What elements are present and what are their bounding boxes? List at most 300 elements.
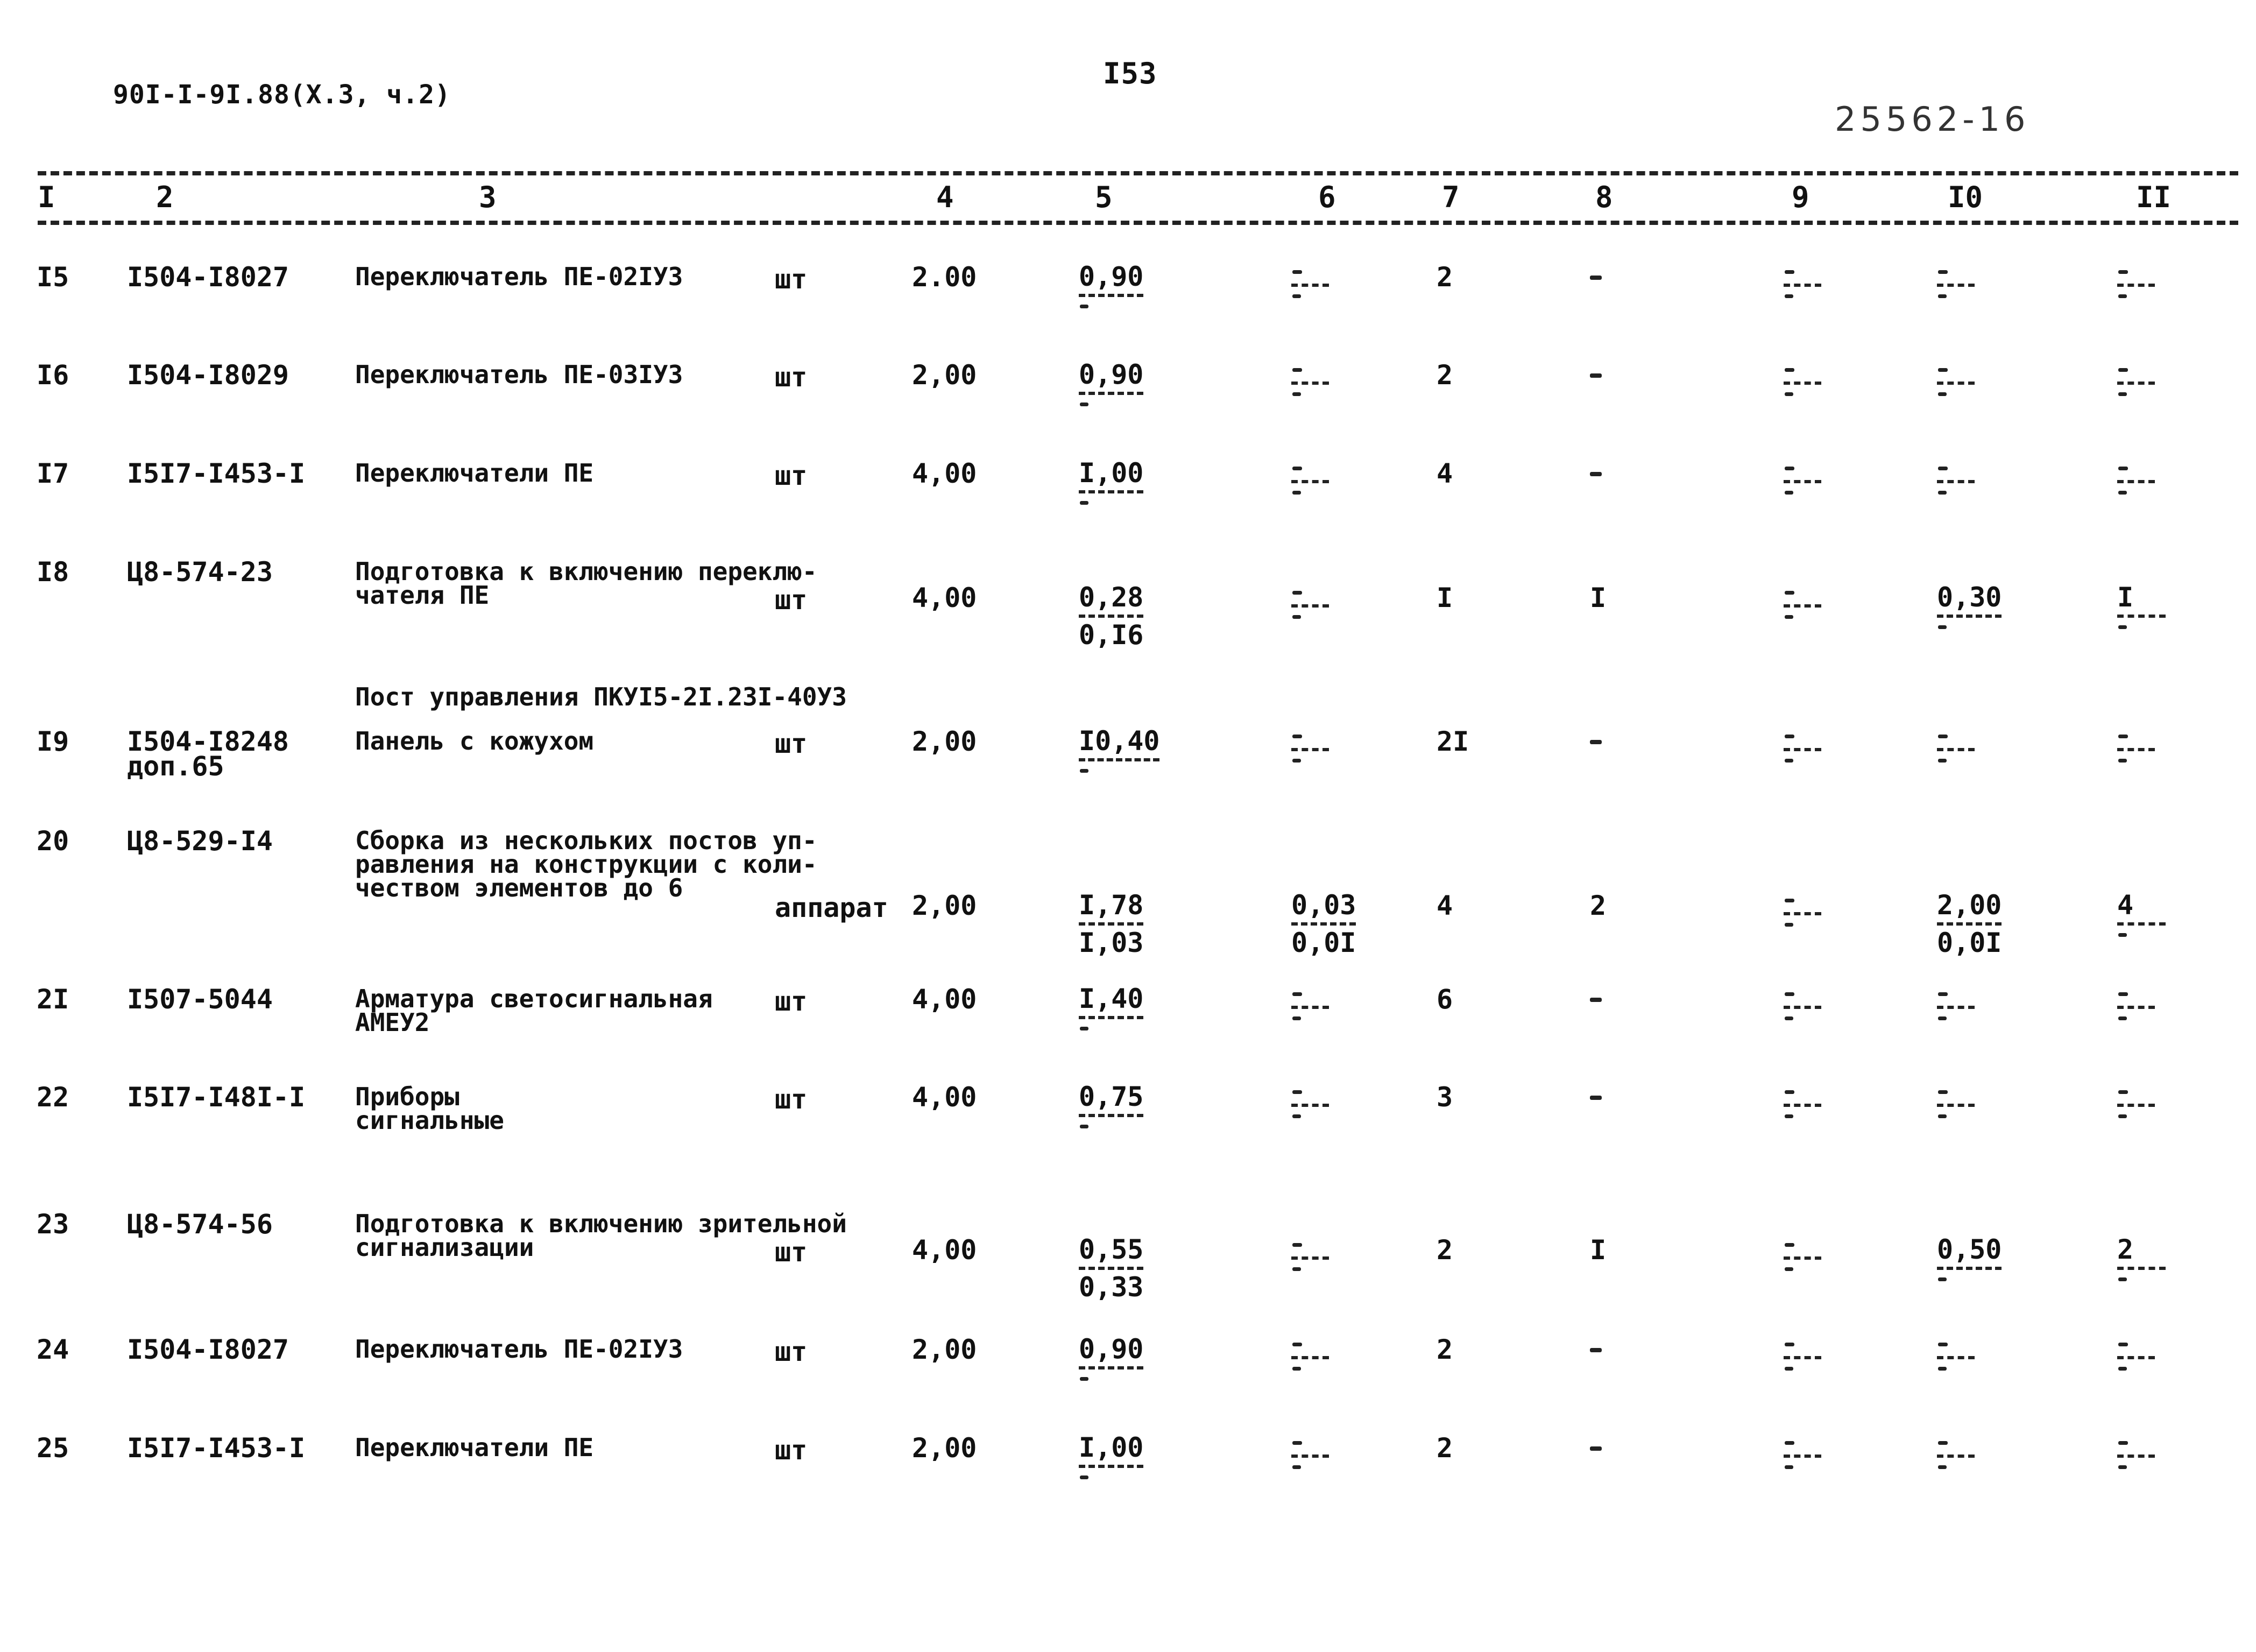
item-code: I504-I8027 <box>127 262 289 293</box>
col6-value-bar <box>1291 922 1356 926</box>
item-name: Арматура светосигнальная АМЕУ2 <box>355 984 713 1037</box>
col5-value-bar <box>1079 758 1159 761</box>
col10-value-top <box>1938 735 1948 738</box>
col9-value-bottom <box>1785 923 1793 927</box>
section-title: Пост управления ПКУI5-2I.23I-40У3 <box>355 682 847 711</box>
col11-value-bar <box>2117 1006 2155 1009</box>
col11-value-top <box>2118 992 2128 996</box>
col9-value <box>1784 1236 1821 1271</box>
col6-value-bottom <box>1292 759 1301 763</box>
col6-value-bar <box>1291 1006 1329 1009</box>
col9-value-top <box>1785 1090 1794 1094</box>
column-number: 6 <box>1318 180 1336 214</box>
col8-value <box>1590 472 1602 476</box>
col5-value-bottom: 0,I6 <box>1079 619 1144 651</box>
col11-value-bar <box>2117 480 2155 483</box>
col11-value <box>2117 583 2166 629</box>
col6-value-top <box>1292 270 1302 274</box>
col10-value <box>1937 1335 1975 1371</box>
col6-value <box>1291 263 1329 298</box>
col5-value-bottom <box>1080 769 1088 773</box>
col10-value-bar <box>1937 748 1975 751</box>
page-number: I53 <box>1103 57 1157 90</box>
col7-value: I <box>1437 582 1453 613</box>
col5-value <box>1079 1083 1143 1128</box>
col9-value <box>1784 891 1821 927</box>
col6-value-bottom <box>1292 615 1301 619</box>
col11-value-bottom <box>2118 1114 2127 1118</box>
col5-value <box>1079 1335 1143 1381</box>
col5-value-bottom: 0,33 <box>1079 1272 1144 1303</box>
col6-value-bottom: 0,0I <box>1291 927 1356 958</box>
col11-value-top <box>2118 1441 2128 1445</box>
col11-value <box>2117 891 2166 937</box>
col10-value-top: 0,50 <box>1937 1234 2002 1265</box>
col7-value: 3 <box>1437 1082 1453 1113</box>
col8-value: I <box>1590 582 1607 613</box>
col9-value-bar <box>1784 1256 1821 1260</box>
col9-value <box>1784 1434 1821 1469</box>
col5-value-bar <box>1079 1267 1143 1270</box>
col11-value-bottom <box>2118 1367 2127 1371</box>
col5-value-bar <box>1079 922 1143 926</box>
quantity: 4,00 <box>912 582 977 613</box>
col7-value: 4 <box>1437 458 1453 489</box>
col11-value-top <box>2118 1343 2128 1346</box>
col9-value-bottom <box>1785 491 1793 495</box>
col11-value <box>2117 263 2155 298</box>
col6-value-top <box>1292 1090 1302 1094</box>
item-code: I507-5044 <box>127 984 273 1015</box>
col8-value <box>1590 998 1602 1002</box>
col5-value-top: 0,90 <box>1079 1333 1144 1365</box>
col6-value-top <box>1292 467 1302 470</box>
col11-value-bottom <box>2118 1016 2127 1020</box>
col8-value <box>1590 1096 1602 1100</box>
item-code: Ц8-574-56 <box>127 1209 273 1240</box>
col8-value: I <box>1590 1234 1607 1266</box>
col9-value-bar <box>1784 1455 1821 1458</box>
quantity: 4,00 <box>912 1234 977 1266</box>
column-number: 7 <box>1442 180 1460 214</box>
col8-value <box>1590 1348 1602 1352</box>
col6-value-top: 0,03 <box>1291 889 1356 921</box>
col9-value-bar <box>1784 1006 1821 1009</box>
col11-value-top <box>2118 368 2128 372</box>
col9-value-bar <box>1784 748 1821 751</box>
col9-value-bar <box>1784 284 1821 287</box>
col9-value <box>1784 361 1821 396</box>
col9-value-top <box>1785 467 1794 470</box>
col5-value-bar <box>1079 1366 1143 1369</box>
unit: шт <box>775 264 808 295</box>
col6-value-top <box>1292 992 1302 996</box>
col5-value <box>1079 891 1143 957</box>
col11-value-top <box>2118 1090 2128 1094</box>
row-number: I5 <box>37 262 69 293</box>
item-name: Переключатель ПЕ-02IУ3 <box>355 262 683 291</box>
col11-value <box>2117 361 2155 396</box>
col7-value: 2 <box>1437 262 1453 293</box>
col6-value-top <box>1292 591 1302 595</box>
col6-value-top <box>1292 1343 1302 1346</box>
col8-value <box>1590 1446 1602 1451</box>
col9-value <box>1784 985 1821 1020</box>
col10-value-bar <box>1937 1356 1975 1359</box>
col8-value <box>1590 276 1602 280</box>
col9-value-bottom <box>1785 1016 1793 1020</box>
col11-value <box>2117 459 2155 495</box>
col10-value-top <box>1938 368 1948 372</box>
col5-value-top: I0,40 <box>1079 725 1160 757</box>
col10-value-bar <box>1937 615 2002 618</box>
col11-value <box>2117 1434 2155 1469</box>
col5-value <box>1079 1434 1143 1479</box>
col5-value-bottom: I,03 <box>1079 927 1144 958</box>
col5-value <box>1079 727 1160 773</box>
col10-value-bar <box>1937 1267 2002 1270</box>
item-name: Переключатель ПЕ-03IУ3 <box>355 360 683 389</box>
col10-value <box>1937 727 1975 763</box>
quantity: 4,00 <box>912 984 977 1015</box>
col5-value-bar <box>1079 1114 1143 1117</box>
col10-value-bottom <box>1938 1465 1947 1469</box>
col5-value-top: 0,75 <box>1079 1081 1144 1112</box>
col10-value <box>1937 1236 2002 1281</box>
column-number: 2 <box>156 180 174 214</box>
col9-value-top <box>1785 270 1794 274</box>
col11-value-top <box>2118 270 2128 274</box>
col9-value-top <box>1785 735 1794 738</box>
col6-value <box>1291 583 1329 619</box>
item-name: Подготовка к включению переклю- чателя ПЕ <box>355 557 817 610</box>
row-number: I9 <box>37 726 69 757</box>
col11-value-bar <box>2117 382 2155 385</box>
col9-value-bottom <box>1785 1465 1793 1469</box>
col10-value-top: 0,30 <box>1937 582 2002 613</box>
unit: шт <box>775 728 808 759</box>
row-number: I7 <box>37 458 69 489</box>
col5-value-top: 0,55 <box>1079 1234 1144 1265</box>
header-bottom-rule <box>38 221 2238 225</box>
col11-value-bottom <box>2118 392 2127 396</box>
col10-value-top <box>1938 1090 1948 1094</box>
col6-value-bar <box>1291 604 1329 608</box>
col8-value: 2 <box>1590 890 1607 921</box>
col10-value-bar <box>1937 284 1975 287</box>
col10-value <box>1937 583 2002 629</box>
col6-value-bottom <box>1292 392 1301 396</box>
col5-value-top: I,00 <box>1079 457 1144 489</box>
col10-value <box>1937 459 1975 495</box>
col10-value-bottom <box>1938 1016 1947 1020</box>
col6-value <box>1291 1434 1329 1469</box>
quantity: 2.00 <box>912 262 977 293</box>
col5-value-bar <box>1079 392 1143 395</box>
col6-value-bottom <box>1292 1465 1301 1469</box>
col11-value-bar <box>2117 1455 2155 1458</box>
row-number: 23 <box>37 1209 69 1240</box>
col10-value <box>1937 361 1975 396</box>
col6-value-bottom <box>1292 1267 1301 1271</box>
col11-value-top: I <box>2117 582 2134 613</box>
item-name: Панель с кожухом <box>355 726 594 756</box>
col11-value <box>2117 727 2155 763</box>
col5-value-bar <box>1079 615 1143 618</box>
item-code: Ц8-529-I4 <box>127 825 273 857</box>
item-code: I5I7-I453-I <box>127 1432 306 1464</box>
col5-value-bottom <box>1080 1125 1088 1128</box>
item-name: Переключатели ПЕ <box>355 1433 594 1462</box>
col10-value-bottom <box>1938 1114 1947 1118</box>
col11-value-top: 4 <box>2117 889 2134 921</box>
col9-value-top <box>1785 368 1794 372</box>
col9-value-bar <box>1784 912 1821 915</box>
quantity: 4,00 <box>912 458 977 489</box>
item-code: I504-I8029 <box>127 359 289 391</box>
col6-value-bar <box>1291 1455 1329 1458</box>
col9-value-top <box>1785 1243 1794 1247</box>
col10-value-top <box>1938 1343 1948 1346</box>
item-code: I504-I8027 <box>127 1334 289 1365</box>
item-name: Переключатель ПЕ-02IУ3 <box>355 1335 683 1364</box>
col11-value-bar <box>2117 1104 2155 1107</box>
col5-value <box>1079 583 1143 649</box>
unit: шт <box>775 460 808 491</box>
quantity: 2,00 <box>912 1334 977 1365</box>
quantity: 2,00 <box>912 359 977 391</box>
col11-value-bar <box>2117 284 2155 287</box>
col9-value-bottom <box>1785 392 1793 396</box>
col5-value <box>1079 263 1143 308</box>
col5-value-bottom <box>1080 501 1088 505</box>
col9-value-bottom <box>1785 759 1793 763</box>
col6-value <box>1291 1335 1329 1371</box>
row-number: I6 <box>37 359 69 391</box>
col5-value-bar <box>1079 490 1143 493</box>
col5-value-bottom <box>1080 305 1088 308</box>
col6-value-bottom <box>1292 491 1301 495</box>
col5-value-top: I,40 <box>1079 983 1144 1014</box>
quantity: 2,00 <box>912 890 977 921</box>
col11-value-bottom <box>2118 933 2127 937</box>
col7-value: 2 <box>1437 359 1453 391</box>
col6-value-bottom <box>1292 1016 1301 1020</box>
col11-value-bottom <box>2118 759 2127 763</box>
col10-value-bottom <box>1938 625 1947 629</box>
col6-value-bar <box>1291 382 1329 385</box>
col6-value-top <box>1292 1243 1302 1247</box>
col10-value-bottom <box>1938 1277 1947 1281</box>
col9-value <box>1784 727 1821 763</box>
col6-value-top <box>1292 735 1302 738</box>
col6-value <box>1291 985 1329 1020</box>
unit: шт <box>775 1336 808 1367</box>
column-number: II <box>2136 180 2172 214</box>
col9-value-top <box>1785 1441 1794 1445</box>
quantity: 2,00 <box>912 726 977 757</box>
col10-value <box>1937 891 2002 957</box>
col9-value-top <box>1785 1343 1794 1346</box>
col10-value <box>1937 1083 1975 1118</box>
column-number: I0 <box>1948 180 1983 214</box>
col9-value <box>1784 583 1821 619</box>
unit: шт <box>775 1237 808 1268</box>
unit: шт <box>775 362 808 393</box>
column-number: 4 <box>936 180 954 214</box>
row-number: 25 <box>37 1432 69 1464</box>
col5-value <box>1079 1236 1143 1301</box>
col5-value-bottom <box>1080 1377 1088 1381</box>
quantity: 4,00 <box>912 1082 977 1113</box>
col6-value-bar <box>1291 748 1329 751</box>
col11-value-bar <box>2117 748 2155 751</box>
col11-value-bottom <box>2118 491 2127 495</box>
col9-value-top <box>1785 591 1794 595</box>
col6-value-bottom <box>1292 1114 1301 1118</box>
col5-value-bottom <box>1080 403 1088 406</box>
col10-value-bar <box>1937 922 2002 926</box>
col9-value <box>1784 1335 1821 1371</box>
col9-value-top <box>1785 992 1794 996</box>
col10-value-top <box>1938 467 1948 470</box>
col9-value <box>1784 459 1821 495</box>
col8-value <box>1590 373 1602 378</box>
item-code: Ц8-574-23 <box>127 556 273 588</box>
col6-value-bottom <box>1292 294 1301 298</box>
col7-value: 2I <box>1437 726 1469 757</box>
col9-value-bottom <box>1785 615 1793 619</box>
item-name: Подготовка к включению зрительной сигнализации <box>355 1209 847 1262</box>
col11-value-bottom <box>2118 1277 2127 1281</box>
col11-value-top <box>2118 735 2128 738</box>
col9-value <box>1784 1083 1821 1118</box>
col11-value <box>2117 985 2155 1020</box>
col11-value <box>2117 1236 2166 1281</box>
col10-value-bar <box>1937 1006 1975 1009</box>
item-name: Приборы сигнальные <box>355 1082 504 1135</box>
col11-value-top: 2 <box>2117 1234 2134 1265</box>
col11-value-bottom <box>2118 1465 2127 1469</box>
column-number: I <box>38 180 55 214</box>
column-number: 8 <box>1595 180 1613 214</box>
col6-value-top <box>1292 368 1302 372</box>
col9-value-bottom <box>1785 1114 1793 1118</box>
col6-value-bar <box>1291 1256 1329 1260</box>
row-number: 22 <box>37 1082 69 1113</box>
row-number: 20 <box>37 825 69 857</box>
col5-value-top: I,00 <box>1079 1432 1144 1463</box>
item-name: Переключатели ПЕ <box>355 458 594 488</box>
row-number: 24 <box>37 1334 69 1365</box>
col5-value-top: 0,90 <box>1079 359 1144 390</box>
unit: шт <box>775 1084 808 1115</box>
col10-value <box>1937 1434 1975 1469</box>
item-code: I5I7-I48I-I <box>127 1082 306 1113</box>
col6-value-bar <box>1291 1104 1329 1107</box>
col9-value-bar <box>1784 382 1821 385</box>
col5-value-bar <box>1079 294 1143 297</box>
document-code: 90I-I-9I.88(X.3, ч.2) <box>113 80 451 110</box>
row-number: 2I <box>37 984 69 1015</box>
col9-value-bar <box>1784 1356 1821 1359</box>
quantity: 2,00 <box>912 1432 977 1464</box>
col8-value <box>1590 740 1602 744</box>
col6-value-bar <box>1291 284 1329 287</box>
col6-value <box>1291 361 1329 396</box>
col10-value-top <box>1938 270 1948 274</box>
col6-value-bottom <box>1292 1367 1301 1371</box>
col10-value-bar <box>1937 382 1975 385</box>
col10-value-bar <box>1937 1104 1975 1107</box>
col6-value <box>1291 1236 1329 1271</box>
column-number: 9 <box>1792 180 1809 214</box>
col9-value-bar <box>1784 1104 1821 1107</box>
unit: шт <box>775 1435 808 1466</box>
col5-value-top: 0,28 <box>1079 582 1144 613</box>
row-number: I8 <box>37 556 69 588</box>
col5-value-bar <box>1079 1016 1143 1019</box>
col11-value-top <box>2118 467 2128 470</box>
col10-value-bottom <box>1938 392 1947 396</box>
col7-value: 2 <box>1437 1334 1453 1365</box>
col11-value-bar <box>2117 1267 2166 1270</box>
col5-value <box>1079 985 1143 1030</box>
item-code: I504-I8248 доп.65 <box>127 726 289 782</box>
col10-value-bottom <box>1938 294 1947 298</box>
header-top-rule <box>38 171 2238 175</box>
col9-value-bar <box>1784 604 1821 608</box>
item-name: Сборка из нескольких постов уп- равления на конструкции с коли- чеством элементов до 6 <box>355 826 817 902</box>
col5-value <box>1079 459 1143 505</box>
col6-value <box>1291 727 1329 763</box>
item-code: I5I7-I453-I <box>127 458 306 489</box>
col9-value-bar <box>1784 480 1821 483</box>
col6-value <box>1291 891 1356 957</box>
col10-value-top: 2,00 <box>1937 889 2002 921</box>
column-number: 5 <box>1095 180 1113 214</box>
unit: аппарат <box>775 892 888 923</box>
col7-value: 2 <box>1437 1234 1453 1266</box>
col9-value <box>1784 263 1821 298</box>
col10-value-bar <box>1937 480 1975 483</box>
col9-value-top <box>1785 899 1794 902</box>
col6-value-bar <box>1291 480 1329 483</box>
col9-value-bottom <box>1785 1267 1793 1271</box>
col10-value-bottom <box>1938 491 1947 495</box>
col9-value-bottom <box>1785 294 1793 298</box>
col6-value <box>1291 1083 1329 1118</box>
col7-value: 4 <box>1437 890 1453 921</box>
col5-value-top: I,78 <box>1079 889 1144 921</box>
col6-value <box>1291 459 1329 495</box>
col7-value: 6 <box>1437 984 1453 1015</box>
col9-value-bottom <box>1785 1367 1793 1371</box>
col6-value-bar <box>1291 1356 1329 1359</box>
col10-value <box>1937 985 1975 1020</box>
col11-value <box>2117 1335 2155 1371</box>
col5-value-bottom <box>1080 1027 1088 1030</box>
unit: шт <box>775 986 808 1017</box>
col11-value <box>2117 1083 2155 1118</box>
col5-value <box>1079 361 1143 406</box>
col5-value-top: 0,90 <box>1079 261 1144 292</box>
col11-value-bar <box>2117 615 2166 618</box>
column-number: 3 <box>479 180 497 214</box>
col10-value-top <box>1938 992 1948 996</box>
col11-value-bar <box>2117 1356 2155 1359</box>
col10-value-bottom: 0,0I <box>1937 927 2002 958</box>
